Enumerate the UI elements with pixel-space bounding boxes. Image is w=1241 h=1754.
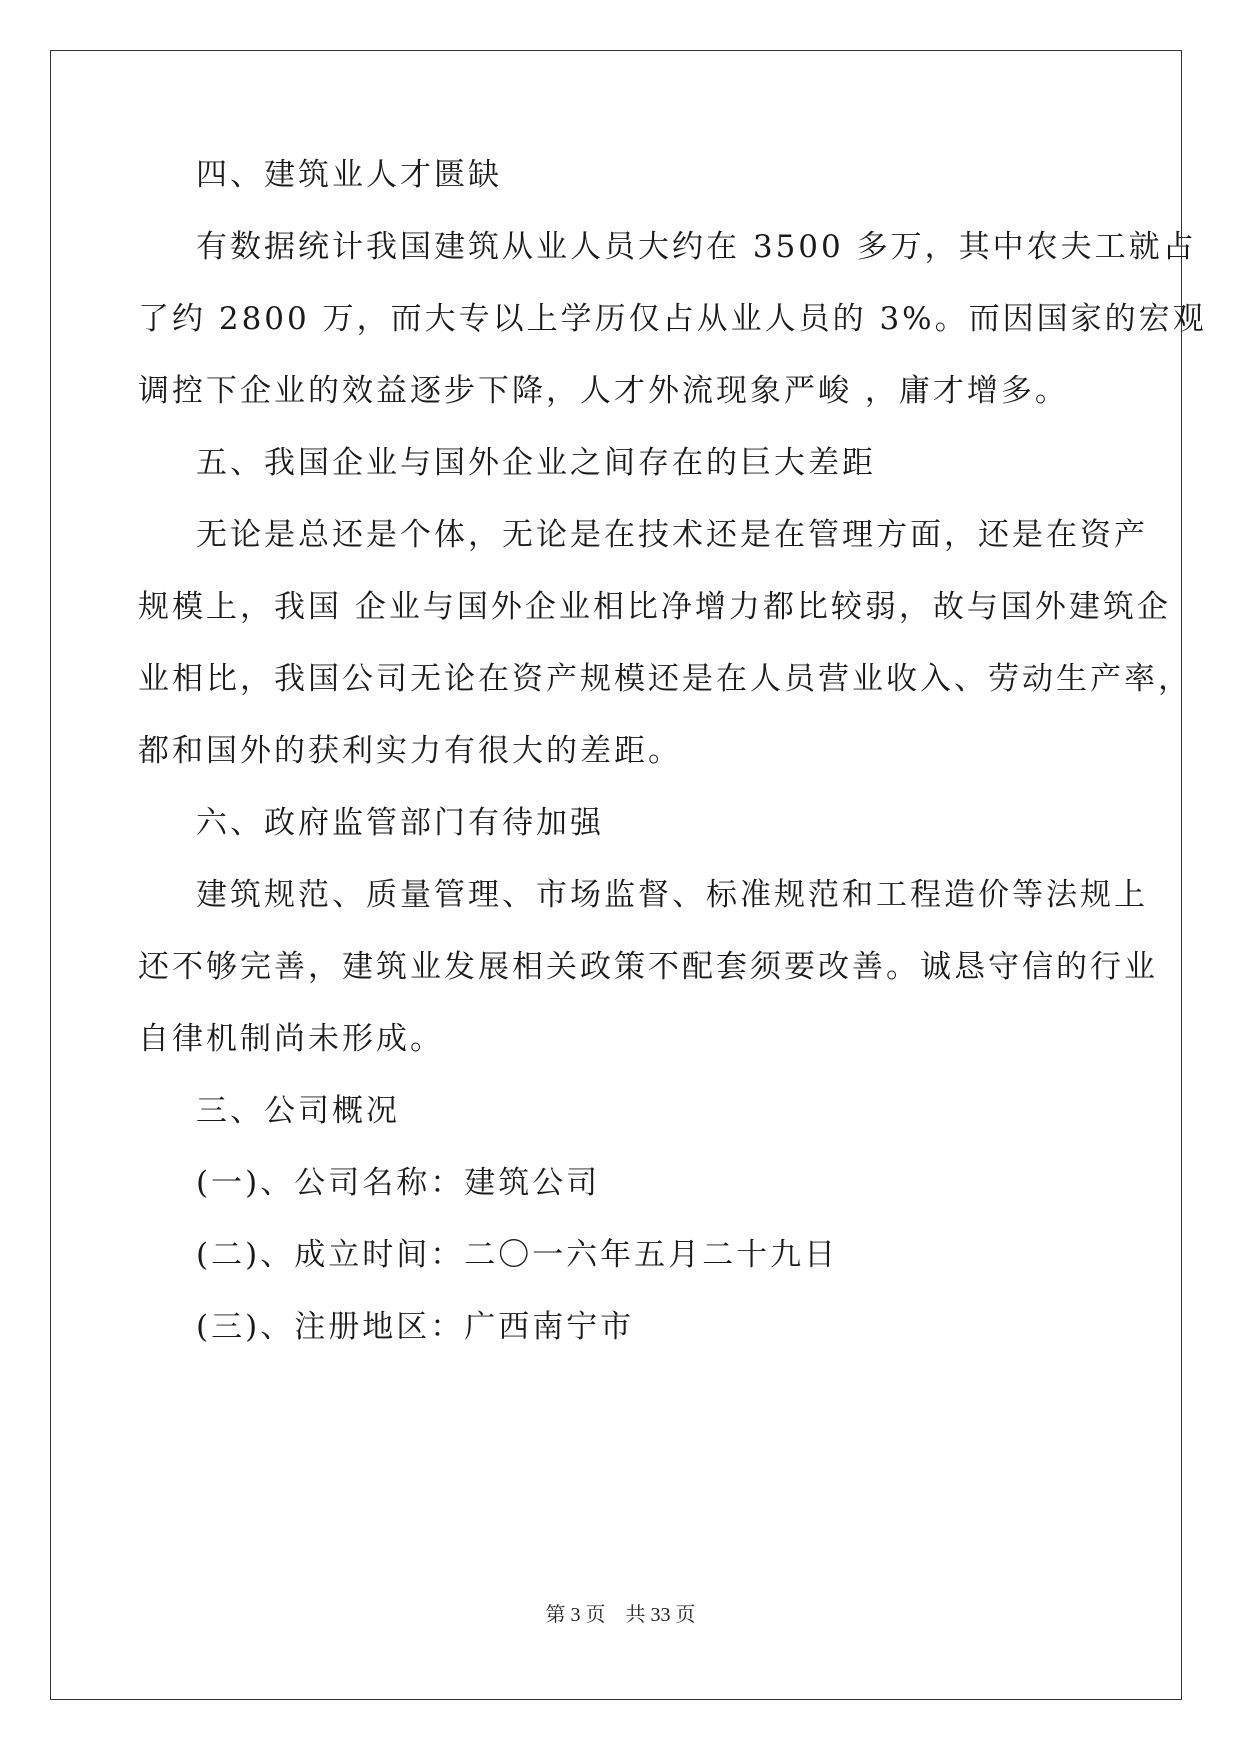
paragraph-line: 调控下企业的效益逐步下降，人才外流现象严峻 ，庸才增多。 — [138, 373, 1069, 409]
heading-3-company-overview: 三、公司概况 — [196, 1093, 400, 1129]
paragraph-line: 有数据统计我国建筑从业人员大约在 3500 多万，其中农夫工就占 — [196, 229, 1197, 265]
heading-5-gap: 五、我国企业与国外企业之间存在的巨大差距 — [196, 445, 876, 481]
heading-6-regulation: 六、政府监管部门有待加强 — [196, 805, 604, 841]
founding-date-item: (二)、成立时间：二〇一六年五月二十九日 — [196, 1237, 839, 1273]
paragraph-line: 还不够完善，建筑业发展相关政策不配套须要改善。诚恳守信的行业 — [138, 949, 1158, 985]
paragraph-line: 了约 2800 万，而大专以上学历仅占从业人员的 3%。而因国家的宏观 — [138, 301, 1207, 337]
paragraph-line: 无论是总还是个体，无论是在技术还是在管理方面，还是在资产 — [196, 517, 1148, 553]
paragraph-line: 规模上，我国 企业与国外企业相比净增力都比较弱，故与国外建筑企 — [138, 589, 1171, 625]
heading-4-talent-shortage: 四、建筑业人才匮缺 — [196, 157, 502, 193]
paragraph-line: 业相比，我国公司无论在资产规模还是在人员营业收入、劳动生产率， — [138, 661, 1192, 697]
paragraph-line: 建筑规范、质量管理、市场监督、标准规范和工程造价等法规上 — [196, 877, 1148, 913]
paragraph-line: 都和国外的获利实力有很大的差距。 — [138, 733, 682, 769]
page-number-footer: 第 3 页 共 33 页 — [545, 1604, 696, 1626]
registered-region-item: (三)、注册地区：广西南宁市 — [196, 1309, 635, 1345]
company-name-item: (一)、公司名称：建筑公司 — [196, 1165, 601, 1201]
paragraph-line: 自律机制尚未形成。 — [138, 1021, 444, 1057]
